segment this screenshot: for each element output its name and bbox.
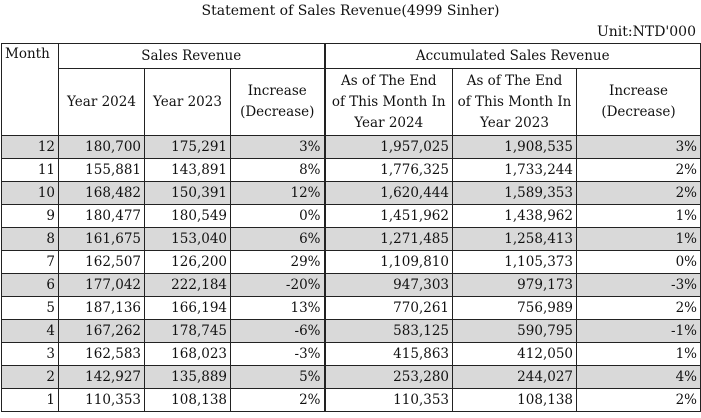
month-cell: 11 xyxy=(2,159,59,182)
accum-increase-cell: 1% xyxy=(577,343,701,366)
accum-2023-cell: 1,589,353 xyxy=(453,182,577,205)
header-row-columns xyxy=(2,69,701,136)
year-2023-cell: 126,200 xyxy=(145,251,231,274)
accum-2023-header-line3: Year 2023 xyxy=(480,114,549,131)
increase-cell: 8% xyxy=(231,159,325,182)
sales-revenue-table xyxy=(1,43,701,412)
year-2024-cell: 180,477 xyxy=(59,205,145,228)
increase-cell: 2% xyxy=(231,389,325,412)
accum-2023-header-line1: As of The End xyxy=(466,72,563,89)
month-cell: 3 xyxy=(2,343,59,366)
accum-increase-cell: -1% xyxy=(577,320,701,343)
month-cell: 2 xyxy=(2,366,59,389)
increase-cell: 12% xyxy=(231,182,325,205)
month-cell: 1 xyxy=(2,389,59,412)
table-row xyxy=(2,228,701,251)
accum-2023-cell: 590,795 xyxy=(453,320,577,343)
accum-2024-cell: 770,261 xyxy=(325,297,453,320)
table-row xyxy=(2,297,701,320)
page-title: Statement of Sales Revenue(4999 Sinher) xyxy=(201,3,500,19)
accum-2023-cell: 1,438,962 xyxy=(453,205,577,228)
month-cell: 6 xyxy=(2,274,59,297)
year-2023-cell: 153,040 xyxy=(145,228,231,251)
month-cell: 9 xyxy=(2,205,59,228)
year-2024-header: Year 2024 xyxy=(59,69,145,136)
year-2024-cell: 168,482 xyxy=(59,182,145,205)
sales-revenue-header: Sales Revenue xyxy=(59,44,325,69)
year-2023-header: Year 2023 xyxy=(145,69,231,136)
accumulated-sales-revenue-header: Accumulated Sales Revenue xyxy=(325,44,701,69)
year-2024-cell: 177,042 xyxy=(59,274,145,297)
year-2024-cell: 155,881 xyxy=(59,159,145,182)
accum-2024-header-line3: Year 2024 xyxy=(354,114,424,131)
year-2023-cell: 166,194 xyxy=(145,297,231,320)
increase-cell: 6% xyxy=(231,228,325,251)
year-2023-cell: 178,745 xyxy=(145,320,231,343)
month-header: Month xyxy=(2,44,59,136)
accum-2024-cell: 1,776,325 xyxy=(325,159,453,182)
accum-2023-cell: 1,105,373 xyxy=(453,251,577,274)
increase-header-line1: Increase xyxy=(247,83,307,99)
accum-increase-cell: 2% xyxy=(577,389,701,412)
increase-header-line2: (Decrease) xyxy=(240,104,315,120)
accum-increase-cell: 2% xyxy=(577,297,701,320)
accum-increase-cell: 1% xyxy=(577,205,701,228)
accum-2024-header-line2: of This Month In xyxy=(331,93,446,110)
year-2024-cell: 142,927 xyxy=(59,366,145,389)
table-row xyxy=(2,274,701,297)
accum-increase-cell: 0% xyxy=(577,251,701,274)
month-cell: 5 xyxy=(2,297,59,320)
accum-increase-cell: 3% xyxy=(577,136,701,159)
increase-header xyxy=(231,69,325,136)
increase-cell: 5% xyxy=(231,366,325,389)
accum-increase-header-line2: (Decrease) xyxy=(601,104,676,120)
accum-increase-header-line1: Increase xyxy=(609,83,668,99)
year-2023-cell: 180,549 xyxy=(145,205,231,228)
accum-increase-cell: -3% xyxy=(577,274,701,297)
year-2024-cell: 161,675 xyxy=(59,228,145,251)
accum-2024-cell: 1,451,962 xyxy=(325,205,453,228)
accum-2023-cell: 1,258,413 xyxy=(453,228,577,251)
accum-increase-cell: 4% xyxy=(577,366,701,389)
accum-2023-cell: 412,050 xyxy=(453,343,577,366)
increase-cell: -6% xyxy=(231,320,325,343)
table-row xyxy=(2,205,701,228)
accum-2023-cell: 1,733,244 xyxy=(453,159,577,182)
accum-2023-cell: 244,027 xyxy=(453,366,577,389)
year-2023-cell: 143,891 xyxy=(145,159,231,182)
year-2023-cell: 175,291 xyxy=(145,136,231,159)
year-2024-cell: 162,583 xyxy=(59,343,145,366)
table-row xyxy=(2,366,701,389)
accum-2024-cell: 1,271,485 xyxy=(325,228,453,251)
accum-2024-cell: 947,303 xyxy=(325,274,453,297)
year-2024-cell: 167,262 xyxy=(59,320,145,343)
year-2024-cell: 180,700 xyxy=(59,136,145,159)
month-cell: 10 xyxy=(2,182,59,205)
accum-2024-cell: 110,353 xyxy=(325,389,453,412)
accum-2023-header-line2: of This Month In xyxy=(457,93,572,110)
table-row xyxy=(2,320,701,343)
accum-2023-header xyxy=(453,69,577,136)
table-row xyxy=(2,136,701,159)
accum-2024-header xyxy=(325,69,453,136)
month-cell: 4 xyxy=(2,320,59,343)
month-cell: 7 xyxy=(2,251,59,274)
table-row xyxy=(2,343,701,366)
increase-cell: -3% xyxy=(231,343,325,366)
year-2023-cell: 108,138 xyxy=(145,389,231,412)
accum-2024-cell: 1,620,444 xyxy=(325,182,453,205)
year-2023-cell: 135,889 xyxy=(145,366,231,389)
accum-2024-header-line1: As of The End xyxy=(340,72,437,89)
header-row-groups xyxy=(2,44,701,69)
year-2023-cell: 222,184 xyxy=(145,274,231,297)
table-row xyxy=(2,251,701,274)
month-cell: 12 xyxy=(2,136,59,159)
year-2023-cell: 168,023 xyxy=(145,343,231,366)
year-2024-cell: 187,136 xyxy=(59,297,145,320)
accum-2024-cell: 253,280 xyxy=(325,366,453,389)
month-cell: 8 xyxy=(2,228,59,251)
accum-2023-cell: 1,908,535 xyxy=(453,136,577,159)
accum-2023-cell: 108,138 xyxy=(453,389,577,412)
table-row xyxy=(2,389,701,412)
increase-cell: 29% xyxy=(231,251,325,274)
accum-2024-cell: 1,957,025 xyxy=(325,136,453,159)
unit-label: Unit:NTD'000 xyxy=(596,24,696,40)
year-2023-cell: 150,391 xyxy=(145,182,231,205)
increase-cell: 13% xyxy=(231,297,325,320)
table-row xyxy=(2,159,701,182)
table-row xyxy=(2,182,701,205)
accum-2023-cell: 979,173 xyxy=(453,274,577,297)
year-2024-cell: 162,507 xyxy=(59,251,145,274)
increase-cell: 0% xyxy=(231,205,325,228)
accum-increase-cell: 1% xyxy=(577,228,701,251)
increase-cell: 3% xyxy=(231,136,325,159)
accum-increase-cell: 2% xyxy=(577,182,701,205)
accum-increase-cell: 2% xyxy=(577,159,701,182)
accum-2024-cell: 415,863 xyxy=(325,343,453,366)
accum-2024-cell: 583,125 xyxy=(325,320,453,343)
accum-increase-header xyxy=(577,69,701,136)
accum-2024-cell: 1,109,810 xyxy=(325,251,453,274)
accum-2023-cell: 756,989 xyxy=(453,297,577,320)
year-2024-cell: 110,353 xyxy=(59,389,145,412)
increase-cell: -20% xyxy=(231,274,325,297)
